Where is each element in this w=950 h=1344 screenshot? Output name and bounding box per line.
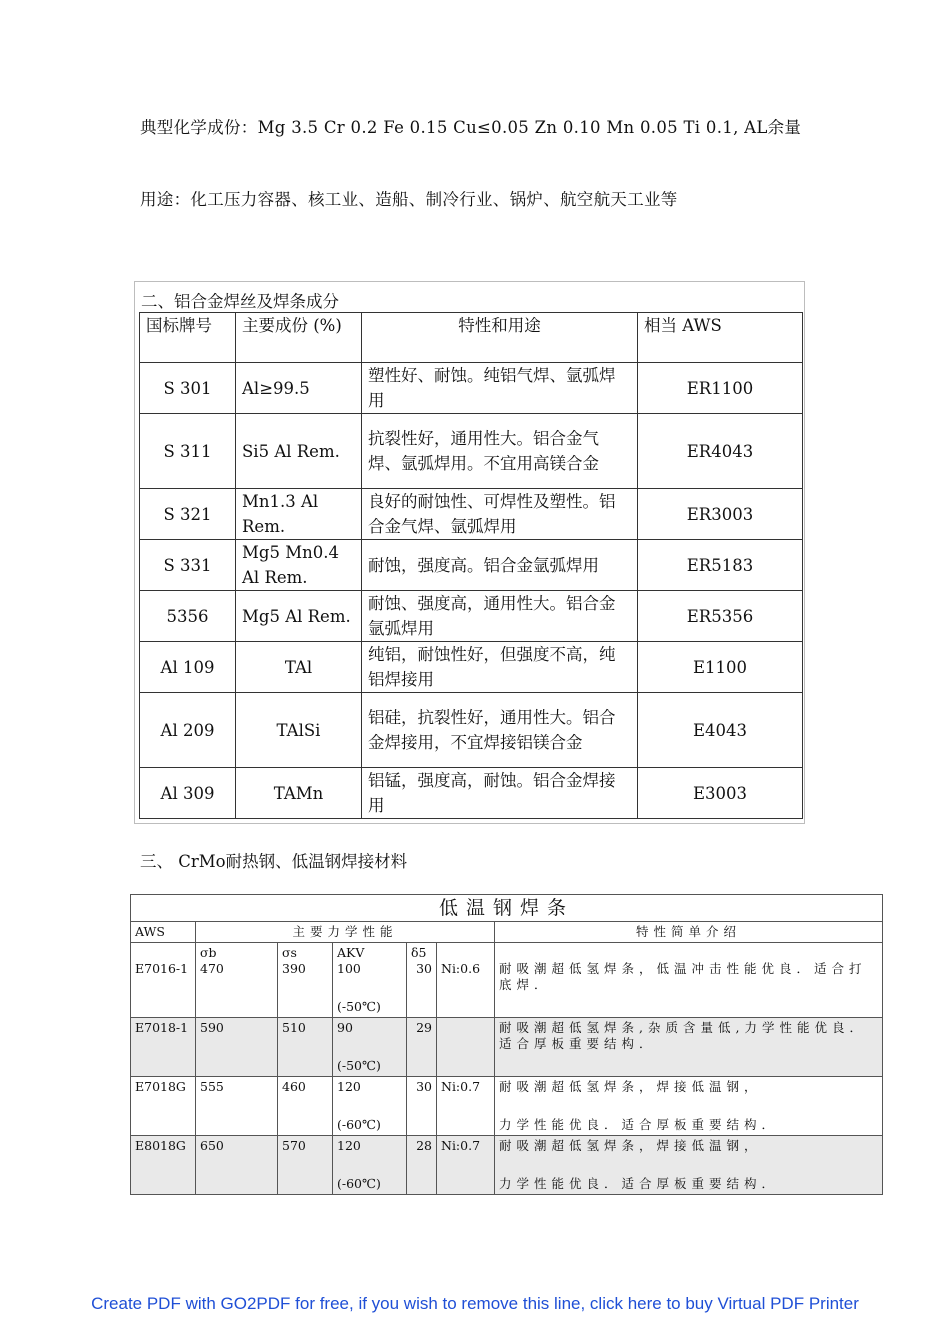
usage-cell: 良好的耐蚀性、可焊性及塑性。铝合金气焊、氩弧焊用 — [362, 489, 638, 540]
usage-cell: 铝硅，抗裂性好，通用性大。铝合金焊接用，不宜焊接铝镁合金 — [362, 693, 638, 768]
table-row — [140, 693, 803, 768]
sigma-s-cell: 510 — [278, 1018, 333, 1077]
aws-cell: E1100 — [638, 642, 803, 693]
aws-cell: E3003 — [638, 768, 803, 819]
table-row — [140, 642, 803, 693]
aws-cell: ER4043 — [638, 414, 803, 489]
delta5-cell: 28 — [407, 1136, 437, 1195]
usage-cell: 铝锰，强度高，耐蚀。铝合金焊接用 — [362, 768, 638, 819]
table-row — [131, 1077, 883, 1136]
ni-cell: Ni:0.7 — [437, 1136, 495, 1195]
table-row — [140, 540, 803, 591]
table-row — [131, 1136, 883, 1195]
aluminum-wire-table — [139, 312, 803, 819]
grade-cell: S 301 — [140, 363, 236, 414]
aws-cell: ER5183 — [638, 540, 803, 591]
usage-cell: 耐蚀，强度高。铝合金氩弧焊用 — [362, 540, 638, 591]
header-composition: 主要成份 (%) — [236, 313, 362, 363]
header-aws: 相当 AWS — [638, 313, 803, 363]
composition-cell: TAlSi — [236, 693, 362, 768]
aws-cell: ER3003 — [638, 489, 803, 540]
aws-cell: ER1100 — [638, 363, 803, 414]
grade-cell: Al 109 — [140, 642, 236, 693]
aws-cell: ER5356 — [638, 591, 803, 642]
ni-cell: Ni:0.7 — [437, 1077, 495, 1136]
delta5-cell: δ5 30 — [407, 943, 437, 1018]
usage-cell: 抗裂性好，通用性大。铝合金气焊、氩弧焊用。不宜用高镁合金 — [362, 414, 638, 489]
delta5-cell: 29 — [407, 1018, 437, 1077]
table-row — [131, 1018, 883, 1077]
grade-cell: S 331 — [140, 540, 236, 591]
table-row — [140, 489, 803, 540]
akv-cell: AKV 100 (-50℃) — [333, 943, 407, 1018]
akv-temp: (-50℃) — [337, 1058, 381, 1073]
grade-cell: 5356 — [140, 591, 236, 642]
header-aws-col: AWS — [131, 922, 196, 943]
aws-cell: E4043 — [638, 693, 803, 768]
sigma-b-cell: 650 — [196, 1136, 278, 1195]
aws-cell: E7018G — [131, 1077, 196, 1136]
table-row — [140, 768, 803, 819]
aluminum-table-title: 二、铝合金焊丝及焊条成分 — [141, 292, 339, 311]
delta5-cell: 30 — [407, 1077, 437, 1136]
sigma-s-cell: σs 390 — [278, 943, 333, 1018]
sigma-b-label: σb — [200, 945, 217, 960]
feature-cell: 耐吸潮超低氢焊条，焊接低温钢， 力学性能优良．适合厚板重要结构． — [495, 1077, 883, 1136]
sigma-s-cell: 570 — [278, 1136, 333, 1195]
grade-cell: Al 209 — [140, 693, 236, 768]
header-mechanical: 主要力学性能 — [196, 922, 495, 943]
aws-cell: E8018G — [131, 1136, 196, 1195]
composition-cell: Mg5 Mn0.4 Al Rem. — [236, 540, 362, 591]
composition-cell: TAl — [236, 642, 362, 693]
akv-label: AKV — [337, 945, 365, 960]
header-features: 特性简单介绍 — [495, 922, 883, 943]
composition-cell: TAMn — [236, 768, 362, 819]
grade-cell: S 311 — [140, 414, 236, 489]
aluminum-wire-table-frame — [134, 281, 805, 824]
section-3-heading: 三、 CrMo耐热钢、低温钢焊接材料 — [140, 852, 408, 871]
sigma-b-cell: σb 470 — [196, 943, 278, 1018]
feature-cell: 耐吸潮超低氢焊条，低温冲击性能优良．适合打底焊． — [495, 943, 883, 1018]
composition-cell: Si5 Al Rem. — [236, 414, 362, 489]
table-row — [131, 943, 883, 1018]
akv-temp: (-50℃) — [337, 999, 381, 1014]
akv-temp: (-60℃) — [337, 1176, 381, 1191]
sigma-b-cell: 590 — [196, 1018, 278, 1077]
usage-cell: 塑性好、耐蚀。纯铝气焊、氩弧焊用 — [362, 363, 638, 414]
low-temp-electrode-table — [130, 894, 883, 1195]
ni-cell: Ni:0.6 — [437, 943, 495, 1018]
delta5-label: δ5 — [411, 945, 427, 960]
aws-cell: E7018-1 — [131, 1018, 196, 1077]
sigma-s-cell: 460 — [278, 1077, 333, 1136]
feature-cell: 耐吸潮超低氢焊条,杂质含量低,力学性能优良．适合厚板重要结构． — [495, 1018, 883, 1077]
aws-cell: E7016-1 — [131, 943, 196, 1018]
akv-cell: 120 (-60℃) — [333, 1077, 407, 1136]
feature-cell: 耐吸潮超低氢焊条，焊接低温钢， 力学性能优良．适合厚板重要结构． — [495, 1136, 883, 1195]
usage-cell: 纯铝，耐蚀性好，但强度不高，纯铝焊接用 — [362, 642, 638, 693]
grade-cell: S 321 — [140, 489, 236, 540]
header-grade: 国标牌号 — [140, 313, 236, 363]
composition-cell: Mg5 Al Rem. — [236, 591, 362, 642]
sigma-b-cell: 555 — [196, 1077, 278, 1136]
grade-cell: Al 309 — [140, 768, 236, 819]
sigma-s-label: σs — [282, 945, 297, 960]
ni-cell — [437, 1018, 495, 1077]
table-row — [140, 591, 803, 642]
low-temp-table-title: 低温钢焊条 — [131, 895, 883, 922]
composition-paragraph: 典型化学成份：Mg 3.5 Cr 0.2 Fe 0.15 Cu≤0.05 Zn 0.10 Mn 0.05 Ti 0.1, AL余量 — [140, 118, 802, 137]
akv-cell: 120 (-60℃) — [333, 1136, 407, 1195]
composition-cell: Mn1.3 Al Rem. — [236, 489, 362, 540]
usage-cell: 耐蚀、强度高，通用性大。铝合金氩弧焊用 — [362, 591, 638, 642]
header-usage: 特性和用途 — [362, 313, 638, 363]
akv-temp: (-60℃) — [337, 1117, 381, 1132]
go2pdf-footer-link[interactable]: Create PDF with GO2PDF for free, if you wish to remove this line, click here to buy Virtual PDF Printer — [91, 1294, 859, 1313]
composition-cell: Al≥99.5 — [236, 363, 362, 414]
table-row — [140, 363, 803, 414]
table-row — [140, 414, 803, 489]
akv-cell: 90 (-50℃) — [333, 1018, 407, 1077]
usage-paragraph: 用途：化工压力容器、核工业、造船、制冷行业、锅炉、航空航天工业等 — [140, 190, 678, 209]
